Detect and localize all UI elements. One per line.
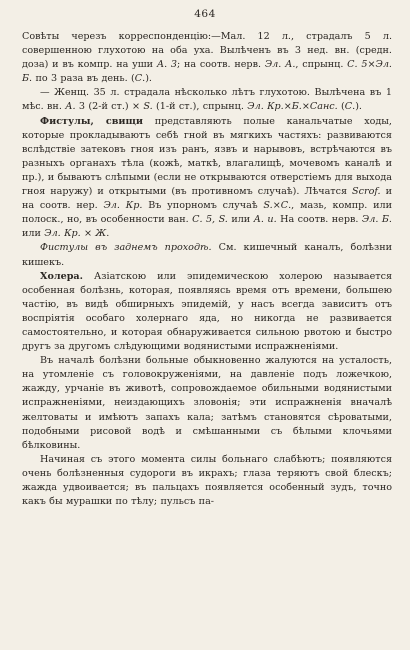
paragraph-p5 — [22, 270, 392, 355]
text-run: ). — [355, 101, 362, 113]
text-run: по 3 раза въ день. ( — [32, 73, 135, 85]
text-run: 3 (2-й ст.) × — [75, 101, 144, 113]
text-run: , мазь, компр. или полоск., но, въ особенности ван. — [22, 200, 392, 226]
text-run: или — [22, 228, 45, 240]
text-run: ). — [145, 73, 152, 85]
text-run: Совѣты черезъ корреспонденцію:—Мал. 12 л., страдалъ 5 л. совершенною глухотою на оба уха. Вылѣченъ въ 3 нед. вн. (средн. доза) и въ компр. на уши — [22, 31, 392, 71]
paragraph-p3 — [22, 115, 392, 242]
italic-term: S. — [143, 101, 153, 113]
italic-term: А. и. — [253, 214, 277, 226]
italic-term: Эл. Б. — [361, 214, 392, 226]
page-body — [22, 30, 392, 509]
italic-term: S.×С. — [263, 200, 292, 212]
paragraph-p1 — [22, 30, 392, 86]
text-run: — Женщ. 35 л. страдала нѣсколько лѣтъ глухотою. Вылѣчена въ 1 мѣс. вн. — [22, 87, 392, 113]
italic-term: А. 3 — [156, 59, 178, 71]
text-run: или — [227, 214, 254, 226]
text-run: Въ упорномъ случаѣ — [142, 200, 264, 212]
italic-term: Эл. Кр.×Б.×Cанс. — [247, 101, 338, 113]
paragraph-p7 — [22, 453, 392, 509]
text-run: На соотв. нерв. — [276, 214, 362, 226]
text-run: представляють полые канальчатые ходы, которые прокладываютъ себѣ гной въ мягкихъ частяхъ: развиваются вслѣдствіе затековъ гноя изъ ранъ, язвъ и нарывовъ, встрѣчаются въ разныхъ органахъ тѣла (кожѣ, маткѣ, влагалищѣ, мочевомъ каналѣ и пр.), и бываютъ слѣпыми (если не открываются отверстіемъ для выхода гноя наружу) и открытыми (въ противномъ случаѣ). Лѣчатся — [22, 115, 392, 198]
page-number: 464 — [194, 8, 216, 20]
italic-term: Эл. Кр. — [103, 200, 143, 212]
text-run: ( — [337, 101, 345, 113]
text-run: , спрынц. — [295, 59, 348, 71]
italic-term: С. 5, S. — [192, 214, 228, 226]
paragraph-p6 — [22, 354, 392, 453]
text-run: Начиная съ этого момента силы больнаго слабѣютъ; появляются очень болѣзненныя судороги въ икрахъ; глаза теряютъ свой блескъ; жажда удвоивается; въ пальцахъ появляется особенный зудъ, точно какъ бы мурашки по тѣлу; пульсъ па- — [22, 453, 392, 508]
italic-term: Фистулы въ заднемъ проходѣ. — [40, 242, 212, 254]
paragraph-p4 — [22, 241, 392, 269]
text-run: Въ началѣ болѣзни больные обыкновенно жалуются на усталость, на утомленіе съ головокруженіями, на давленіе подъ ложечкою, жажду, урчаніе въ животѣ, сопровождаемое обильными водянистыми испражненіями, неиздающихъ зловонія; эти испражненія вначалѣ желтоваты и имѣютъ запахъ кала; затѣмъ становятся сѣроватыми, подобными рисовой водѣ и смѣшанными съ бѣлыми клочьями бѣлковины. — [22, 355, 392, 451]
paragraph-p2 — [22, 86, 392, 114]
italic-term: А. — [65, 101, 76, 113]
italic-term: С. — [134, 73, 146, 85]
text-run: Азіатскою или эпидемическою холерою называется особенная болѣзнь, которая, появляясь время отъ времени, большею частію, въ видѣ обширныхъ эпидемій, у насъ всегда зависитъ отъ воспріятія особаго холернаго яда, но никогда не развивается самостоятельно, и которая обнаруживается сильною рвотою и быстро другъ за другомъ слѣдующими водянистыми испражненіями. — [22, 270, 392, 353]
italic-term: Эл. А. — [264, 59, 296, 71]
italic-term: С. 5×Эл. Б. — [22, 59, 392, 85]
italic-term: Scrof. — [352, 186, 381, 198]
text-run: и на соотв. нер. — [22, 186, 392, 212]
bold-term: Холера. — [40, 270, 83, 282]
text-run: См. кишечный каналъ, болѣзни кишекъ. — [22, 242, 392, 268]
bold-term: Фистулы, свищи — [40, 115, 143, 127]
text-run: ; на соотв. нерв. — [177, 59, 265, 71]
italic-term: Эл. Кр. × Ж. — [44, 228, 110, 240]
italic-term: С. — [344, 101, 356, 113]
text-run: (1-й ст.), спрынц. — [152, 101, 248, 113]
